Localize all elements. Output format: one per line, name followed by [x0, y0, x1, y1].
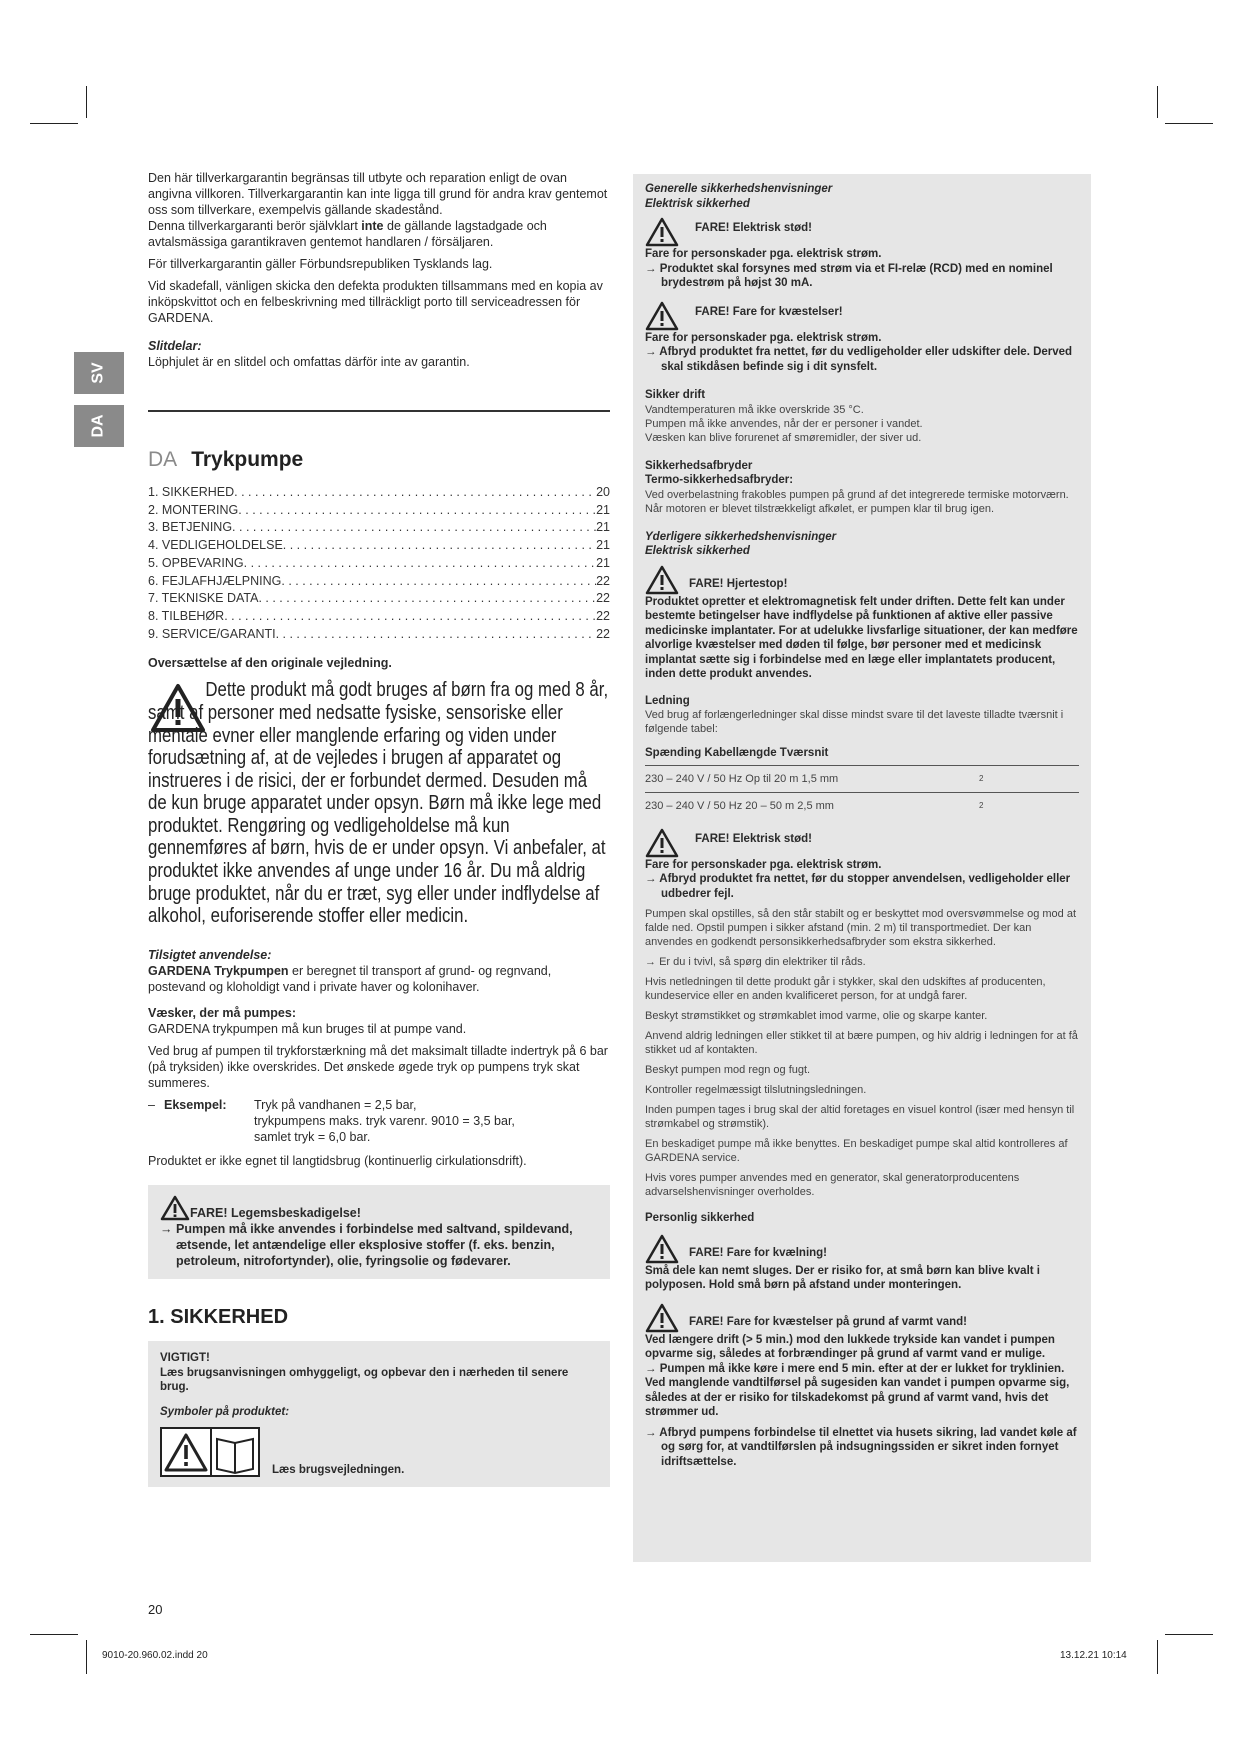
section-subheading: Sikkerhedsafbryder [645, 459, 753, 472]
big-warning-block [148, 679, 610, 941]
danger-item: FARE! Fare for kvæstelser! [645, 301, 1079, 331]
footer-file: 9010-20.960.02.indd 20 [102, 1650, 208, 1661]
crop-mark [86, 1640, 87, 1674]
sv-paragraph: Vid skadefall, vänligen skicka den defekta produkten tillsammans med en kopia av inköpskvittot och en felbeskrivning med tillräckligt porto till serviceadressen för GARDENA. [148, 279, 603, 325]
warning-triangle-icon [645, 301, 679, 331]
section-heading: 1. SIKKERHED [148, 1306, 289, 1329]
warning-triangle-icon [645, 1303, 679, 1333]
crop-mark [30, 123, 78, 124]
sv-paragraph: För tillverkargarantin gäller Förbundsrepubliken Tysklands lag. [148, 257, 493, 271]
section-subheading: Sikker drift [645, 389, 706, 401]
toc-item[interactable]: 6. FEJLAFHJÆLPNING . . . 22 [148, 573, 610, 591]
section-subheading: Elektrisk sikkerhed [645, 197, 750, 210]
important-box: VIGTIGT! Læs brugsanvisningen omhyggeligt, og opbevar den i nærheden til senere brug. Symboler på produktet: Læs brugsvejledningen. [148, 1341, 610, 1487]
warning-triangle-icon [645, 828, 679, 858]
danger-item: FARE! Hjertestop! [645, 565, 1079, 595]
sv-paragraph: Denna tillverkargaranti berör självklart inte de gällande lagstadgade och avtalsmässiga garantikraven gentemot handlaren / försäljaren. [148, 219, 547, 249]
toc-item[interactable]: 8. TILBEHØR . . . 22 [148, 608, 610, 626]
section-divider [148, 410, 610, 412]
danger-item: FARE! Fare for kvæstelser på grund af varmt vand! [645, 1303, 1079, 1333]
tilsigtet-text: GARDENA Trykpumpen er beregnet til transport af grund- og regnvand, postevand og kloholdigt vand i private haver og kolonihaver. [148, 964, 552, 995]
section-heading: Yderligere sikkerhedshenvisninger [645, 530, 837, 543]
tryk-text: Ved brug af pumpen til trykforstærkning må det maksimalt tilladte indertryk på 6 bar (på tryksiden) ikke overskrides. Det ønskede øgede tryk op pumpens tryk skat summeres. [148, 1044, 608, 1091]
tilsigtet-heading: Tilsigtet anvendelse: [148, 948, 272, 963]
cable-table [645, 765, 1079, 820]
danger-box: FARE! Legemsbeskadigelse! → Pumpen må ikke anvendes i forbindelse med saltvand, spildevand, ætsende, let antændelige eller eksplosive stoffer (f. eks. benzin, petroleum, nitrofortynder), olie, fyringsolie og fødevarer. [148, 1185, 610, 1279]
crop-mark [30, 1634, 78, 1635]
language-tab-da[interactable]: DA [74, 405, 124, 447]
right-column: Generelle sikkerhedshenvisninger Elektrisk sikkerhed FARE! Elektrisk stød! Fare for personskader pga. elektrisk strøm. → Produktet skal forsynes med strøm via et FI-relæ (RCD) med en nominel brydestrøm på højst 30 mA. FARE! Fare for kvæstelser! Fare for personskader pga. elektrisk strøm. → Afbryd produktet fra nettet, før du vedligeholder eller udskifter dele. Derved skal stikdåsen befinde sig i dit synsfelt. Sikker drift Vandtemperaturen må ikke overskride 35 °C. Pumpen må ikke anvendes, når der er personer i vandet. Væsken kan blive forurenet af smøremidler, der siver ud. Sikkerhedsafbryder Termo-sikkerhedsafbryder: Ved overbelastning frakobles pumpen på grund af det integrerede termiske motorværn. Når motoren er blevet tilstrækkeligt afkølet, er pumpen klar til brug igen. Yderligere sikkerhedshenvisninger Elektrisk sikkerhed FARE! Hjertestop! Produktet opretter et elektromagnetisk felt under driften. Dette felt kan under bestemte betingelser have indflydelse på funktionen af aktive eller passive medicinske implantater. For at udelukke livsfarlige situationer, der kan medføre alvorlige kvæstelser med døden til følge, bør personer med et medicinsk implantat sætte sig i forbindelse med en læge eller implantatets producent, inden dette produkt anvendes. Ledning Ved brug af forlængerledninger skal disse mindst svare til det laveste tilladte tværsnit i følgende tabel: Spænding Kabellængde Tværsnit 230 – 240 V / 50 Hz Op til 20 m 1,5 mm 2 230 – 240 V / 50 Hz 20 – 50 m 2,5 mm 2 FARE! Elektrisk stød! Fare for personskader pga. elektrisk strøm. → Afbryd produktet fra nettet, før du stopper anvendelsen, vedligeholder eller udbedrer fejl. Pumpen skal opstilles, så den står stabilt og er beskyttet mod oversvømmelse og mod at falde ned. Opstil pumpen i sikker afstand (min. 2 m) til transportmediet. Der kan anvendes en godkendt personsikkerhedsafbryder som ekstra sikkerhed. → Er du i tvivl, så spørg din elektriker til råds. Hvis netledningen til dette produkt går i stykker, skal den udskiftes af producenten, kundeservice eller en anden kvalificeret person, for at undgå farer. Beskyt strømstikket og strømkablet imod varme, olie og skarpe kanter. Anvend aldrig ledningen eller stikket til at bære pumpen, og hiv aldrig i ledningen for at få stikket ud af kontakten. Beskyt pumpen mod regn og fugt. Kontroller regelmæssigt tilslutningsledningen. Inden pumpen tages i brug skal der altid foretages en visuel kontrol (især med hensyn til strømkabel og strømstik). En beskadiget pumpe må ikke benyttes. En beskadiget pumpe skal altid kontrolleres af GARDENA service. Hvis vores pumper anvendes med en generator, skal generatorproducentens advarselshenvisninger overholdes. Personlig sikkerhed FARE! Fare for kvælning! Små dele kan nemt sluges. Der er risiko for, at små børn kan blive kvalt i polyposen. Hold små børn på afstand under monteringen. FARE! Fare for kvæstelser på grund af varmt vand! Ved længere drift (> 5 min.) mod den lukkede trykside kan vandet i pumpen opvarme sig, således at forbrændinger på grund af varmt vand er mulige. → Pumpen må ikke køre i mere end 5 min. efter at der er lukket for tryklinien. Ved manglende vandtilførsel på sugesiden kan vandet i pumpen opvarme sig, således at der er risiko for tilskadekomst på grund af varmt vand, hvis det strømmer ud. → Afbryd pumpens forbindelse til elnettet via husets sikring, lad vandet køle af og sørg for, at vandtilførslen på indsugningssiden er sikret inden fornyet idriftsættelse. [633, 174, 1091, 1562]
vaesker-heading: Væsker, der må pumpes: [148, 1006, 296, 1021]
table-of-contents [148, 484, 610, 643]
toc-item[interactable]: 7. TEKNISKE DATA . . . 22 [148, 590, 610, 608]
danger-item: FARE! Fare for kvælning! [645, 1234, 1079, 1264]
section-heading: Generelle sikkerhedshenvisninger [645, 183, 833, 195]
toc-item[interactable]: 4. VEDLIGEHOLDELSE . . . 21 [148, 537, 610, 555]
table-row: 230 – 240 V / 50 Hz Op til 20 m 1,5 mm 2 [645, 765, 1079, 793]
toc-item[interactable]: 1. SIKKERHED . . . 20 [148, 484, 610, 502]
section-subheading: Personlig sikkerhed [645, 1212, 755, 1224]
section-subheading: Ledning [645, 694, 690, 707]
section-subheading: Elektrisk sikkerhed [645, 545, 750, 557]
page-number: 20 [148, 1602, 163, 1617]
left-column [148, 170, 610, 1487]
translation-note: Oversættelse af den originale vejledning. [148, 656, 392, 671]
warning-triangle-icon [645, 217, 679, 247]
slitdelar-text: Löphjulet är en slitdel och omfattas därför inte av garantin. [148, 355, 470, 369]
toc-item[interactable]: 3. BETJENING . . . 21 [148, 519, 610, 537]
table-header: Spænding Kabellængde Tværsnit [645, 747, 829, 759]
toc-item[interactable]: 2. MONTERING . . . 21 [148, 502, 610, 520]
language-tab-sv[interactable]: SV [74, 352, 124, 394]
crop-mark [86, 86, 87, 118]
footer-date: 13.12.21 10:14 [1060, 1650, 1127, 1661]
crop-mark [1157, 86, 1158, 118]
warning-triangle-icon [645, 1234, 679, 1264]
danger-box-text: → Pumpen må ikke anvendes i forbindelse med saltvand, spildevand, ætsende, let antændelige eller eksplosive stoffer (f. eks. benzin, petroleum, nitrofortynder), olie, fyringsolie og fødevarer. [160, 1222, 573, 1269]
crop-mark [1157, 1640, 1158, 1674]
read-manual-icon [160, 1427, 260, 1477]
toc-item[interactable]: 5. OPBEVARING . . . 21 [148, 555, 610, 573]
big-warning-text: Dette produkt må godt bruges af børn fra og med 8 år, samt af personer med nedsatte fysiske, sensoriske eller mentale evner eller manglende erfaring og viden under forudsætning af, at de vejledes i brugen af apparatet og instrueres i de risici, der er forbundet dermed. Desuden må de kun bruge apparatet under opsyn. Børn må ikke lege med produktet. Rengøring og vedligeholdelse må kun gennemføres af børn, hvis de er under opsyn. Vi anbefaler, at produktet ikke anvendes af unge under 16 år. Du må aldrig bruge produktet, når du er træt, syg eller under indflydelse af alkohol, euforiserende stoffer eller medicin. [148, 678, 609, 928]
warning-triangle-icon [645, 565, 679, 595]
example-block: – Eksempel: Tryk på vandhanen = 2,5 bar, trykpumpens maks. tryk varenr. 9010 = 3,5 bar, samlet tryk = 6,0 bar. [148, 1098, 515, 1145]
toc-item[interactable]: 9. SERVICE/GARANTI . . . 22 [148, 626, 610, 644]
page-title: DA Trykpumpe [148, 448, 304, 471]
danger-item: FARE! Elektrisk stød! [645, 828, 1079, 858]
danger-item: FARE! Elektrisk stød! [645, 217, 1079, 247]
crop-mark [1165, 123, 1213, 124]
table-row: 230 – 240 V / 50 Hz 20 – 50 m 2,5 mm 2 [645, 793, 1079, 820]
crop-mark [1165, 1634, 1213, 1635]
sv-paragraph: Den här tillverkargarantin begränsas till utbyte och reparation enligt de ovan angivna villkoren. Tillverkargarantin kan inte ligga till grund för andra krav gentemot oss som tillverkare, exempelvis gällande skadestånd. [148, 171, 608, 217]
slitdelar-heading: Slitdelar: [148, 339, 202, 353]
vaesker-text: GARDENA trykpumpen må kun bruges til at pumpe vand. [148, 1022, 467, 1037]
warning-triangle-icon [160, 1195, 190, 1221]
egnet-text: Produktet er ikke egnet til langtidsbrug (kontinuerlig cirkulationsdrift). [148, 1154, 527, 1169]
